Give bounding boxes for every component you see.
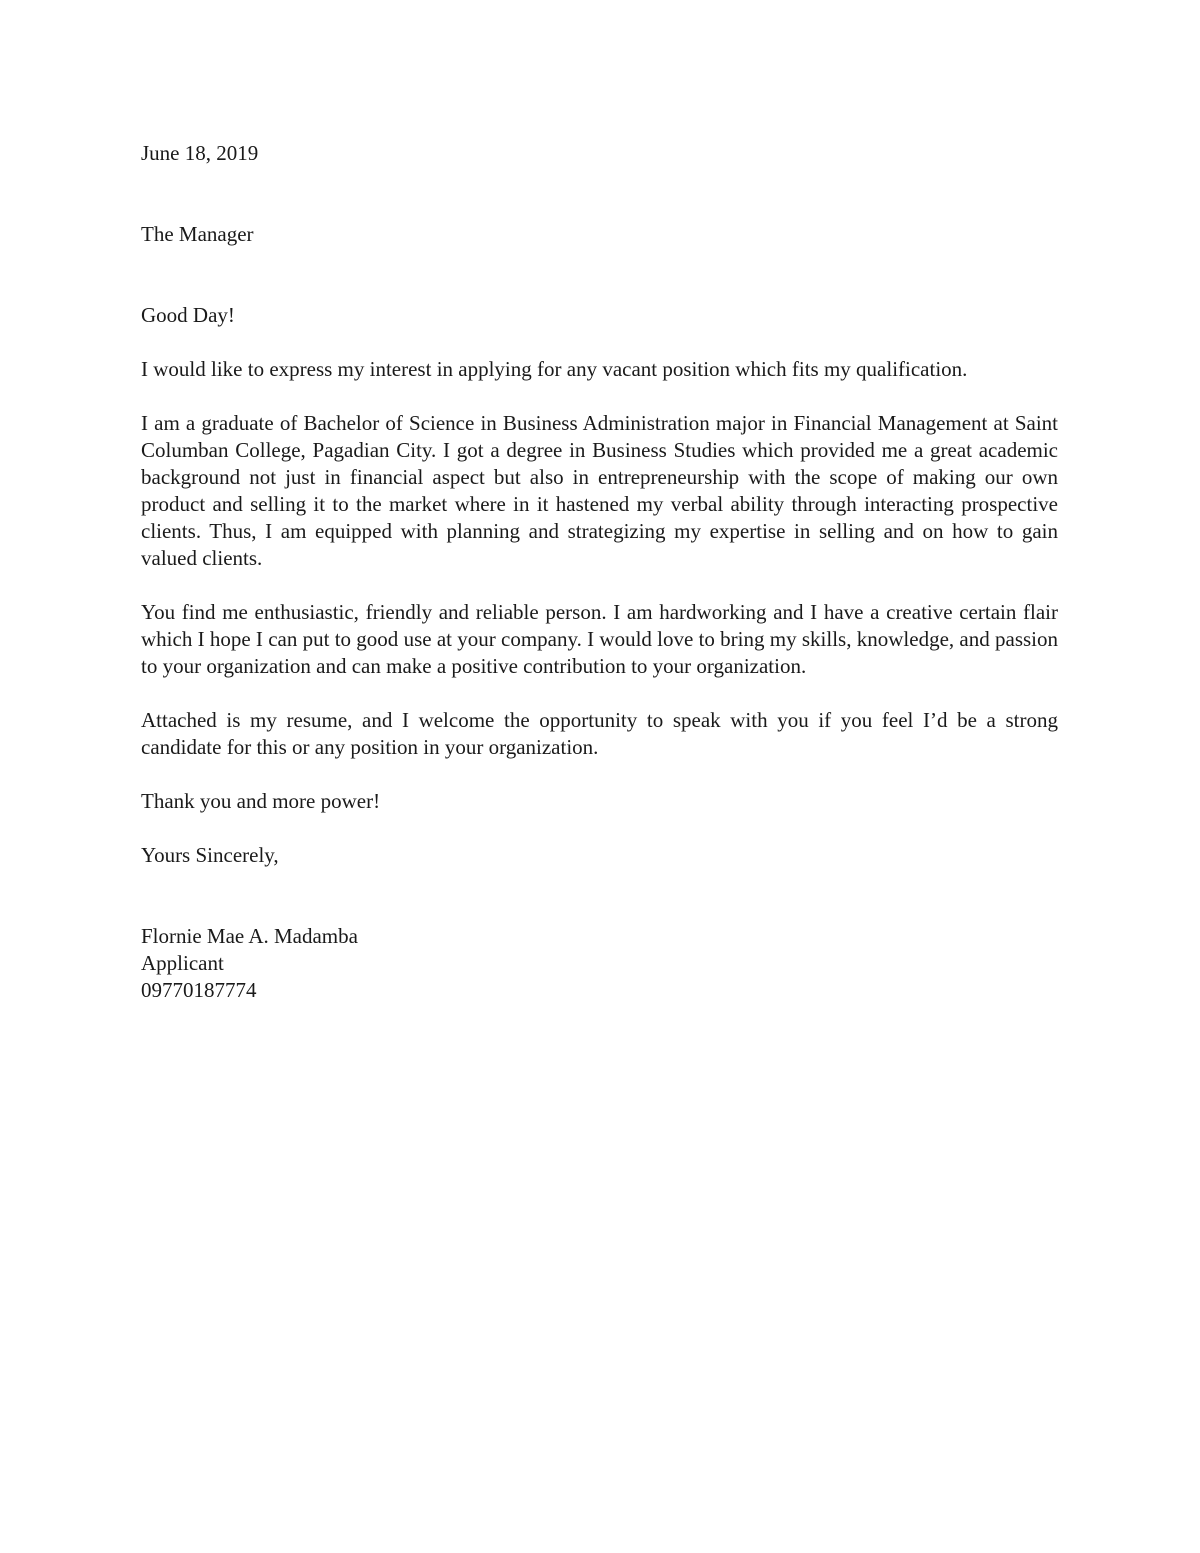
- signature-phone: 09770187774: [141, 978, 257, 1002]
- letter-thanks: Thank you and more power!: [141, 789, 381, 813]
- signature-title: Applicant: [141, 951, 224, 975]
- paragraph-education: I am a graduate of Bachelor of Science in Business Administration major in Financial Management at Saint Columban College, Pagadian City. I got a degree in Business Studies which provided me a great academic background not just in financial aspect but also in entrepreneurship with the scope of making our own product and selling it to the market where in it hastened my verbal ability through interacting prospective clients. Thus, I am equipped with planning and strategizing my expertise in selling and on how to gain valued clients.: [141, 411, 1058, 570]
- letter-closing: Yours Sincerely,: [141, 843, 279, 867]
- letter-body: [141, 140, 1058, 1004]
- letter-recipient: The Manager: [141, 222, 254, 246]
- letter-greeting: Good Day!: [141, 303, 235, 327]
- signature-block: [141, 923, 1058, 1004]
- letter-date: June 18, 2019: [141, 141, 259, 165]
- paragraph-qualities: You find me enthusiastic, friendly and reliable person. I am hardworking and I have a creative certain flair which I hope I can put to good use at your company. I would love to bring my skills, knowledge, and passion to your organization and can make a positive contribution to your organization.: [141, 600, 1058, 678]
- signature-name: Flornie Mae A. Madamba: [141, 924, 358, 948]
- paragraph-resume: Attached is my resume, and I welcome the opportunity to speak with you if you feel I’d be a strong candidate for this or any position in your organization.: [141, 708, 1058, 759]
- paragraph-interest: I would like to express my interest in applying for any vacant position which fits my qualification.: [141, 357, 968, 381]
